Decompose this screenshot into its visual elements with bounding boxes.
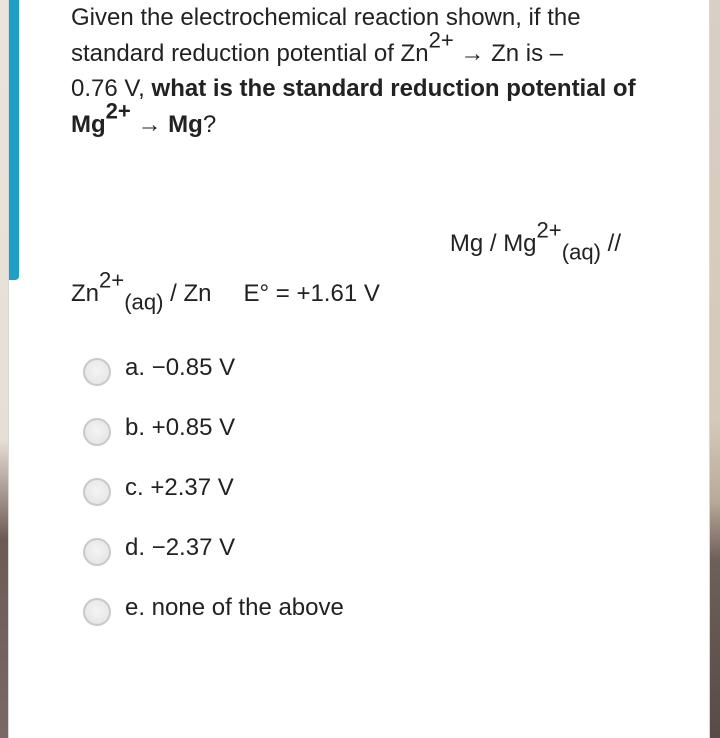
reaction-anode [449,217,621,265]
reaction-aq-1: (aq) [561,239,601,265]
reaction-mg-charge: 2+ [536,217,562,243]
option-c[interactable] [83,458,344,518]
radio-button-c[interactable] [83,478,111,506]
question-line-2 [71,26,671,72]
question-line-3 [71,71,671,107]
option-d[interactable] [83,518,344,578]
reaction-zn: Zn [71,280,100,307]
reaction-separator: // [600,230,621,257]
question-line-2-end: → Zn is – [453,39,564,67]
answer-options [83,338,344,638]
question-line-3-text: 0.76 V, [71,75,152,102]
zn-charge: 2+ [428,26,454,52]
mg-charge: 2+ [105,97,131,123]
option-d-label[interactable]: d. −2.37 V [125,534,236,561]
question-line-2-text: standard reduction potential of Zn [71,39,429,67]
option-a[interactable] [83,338,344,398]
mg-arrow-text: → Mg [130,110,203,138]
reaction-zn-electrode: / Zn [163,280,212,307]
option-a-label[interactable]: a. −0.85 V [125,354,236,381]
question-card [8,0,710,738]
reaction-aq-2: (aq) [124,289,164,315]
question-line-1 [71,0,671,36]
reaction-mg: Mg / Mg [449,230,537,257]
option-b[interactable] [83,398,344,458]
mg-symbol: Mg [71,110,106,138]
radio-button-d[interactable] [83,538,111,566]
option-b-label[interactable]: b. +0.85 V [125,414,236,441]
question-text [71,0,671,142]
question-emphasis: what is the standard reduction potential of [151,75,636,102]
radio-button-a[interactable] [83,358,111,386]
question-mark: ? [202,110,217,138]
reaction-zn-charge: 2+ [99,267,125,293]
question-line-4 [71,97,671,143]
question-line-1-text: Given the electrochemical reaction shown, if the [71,4,581,31]
option-e[interactable] [83,578,344,638]
radio-button-e[interactable] [83,598,111,626]
cell-potential: E° = +1.61 V [243,280,380,307]
accent-bar [9,0,19,280]
option-c-label[interactable]: c. +2.37 V [125,474,234,501]
radio-button-b[interactable] [83,418,111,446]
reaction-cathode [71,267,380,315]
option-e-label[interactable]: e. none of the above [125,594,344,621]
